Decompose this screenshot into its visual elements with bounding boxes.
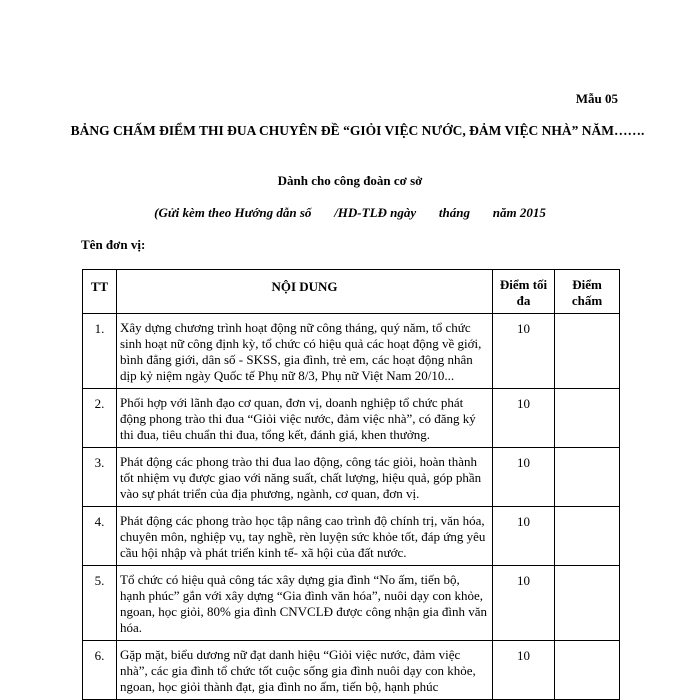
row-score-cell[interactable] bbox=[555, 314, 620, 389]
row-content: Phát động các phong trào học tập nâng cao trình độ chính trị, văn hóa, chuyên môn, nghiệp vụ, tay nghề, rèn luyện sức khỏe tốt, đáp ứng yêu cầu hội nhập và phát triển kinh tế- xã hội của đất nước. bbox=[117, 507, 493, 566]
header-score: Điểm chấm bbox=[555, 270, 620, 314]
row-score-cell[interactable] bbox=[555, 507, 620, 566]
table-row bbox=[83, 641, 620, 700]
header-max-score: Điểm tối đa bbox=[493, 270, 555, 314]
row-content: Phát động các phong trào thi đua lao động, công tác giỏi, hoàn thành tốt nhiệm vụ được giao với năng suất, chất lượng, hiệu quả, góp phần vào sự phát triển của địa phương, ngành, cơ quan, đơn vị. bbox=[117, 448, 493, 507]
attachment-note bbox=[0, 205, 700, 221]
scoring-table bbox=[82, 269, 620, 700]
document-title: BẢNG CHẤM ĐIỂM THI ĐUA CHUYÊN ĐỀ “GIỎI VIỆC NƯỚC, ĐẢM VIỆC NHÀ” NĂM……. bbox=[70, 123, 645, 138]
row-number: 6. bbox=[83, 641, 117, 700]
row-max-score: 10 bbox=[493, 448, 555, 507]
row-number: 4. bbox=[83, 507, 117, 566]
document-subtitle: Dành cho công đoàn cơ sở bbox=[277, 173, 423, 188]
table-header-row bbox=[83, 270, 620, 314]
row-max-score: 10 bbox=[493, 566, 555, 641]
note-part-4: năm 2015 bbox=[492, 205, 546, 220]
table-row bbox=[83, 448, 620, 507]
form-number: Mẫu 05 bbox=[575, 91, 618, 106]
row-content: Tổ chức có hiệu quả công tác xây dựng gia đình “No ấm, tiến bộ, hạnh phúc” gắn với xây dựng “Gia đình văn hóa”, nuôi dạy con khỏe, ngoan, học giỏi, 80% gia đình CNVCLĐ được công nhận gia đình văn hóa. bbox=[117, 566, 493, 641]
note-part-3: tháng bbox=[438, 205, 470, 220]
note-part-2: /HD-TLĐ ngày bbox=[334, 205, 417, 220]
row-score-cell[interactable] bbox=[555, 389, 620, 448]
row-score-cell[interactable] bbox=[555, 448, 620, 507]
row-max-score: 10 bbox=[493, 389, 555, 448]
row-content: Xây dựng chương trình hoạt động nữ công tháng, quý năm, tổ chức sinh hoạt nữ công định kỳ, tổ chức có hiệu quả các hoạt động về giới, bình đẳng giới, dân số - SKSS, gia đình, trẻ em, các hoạt động nhân dịp kỷ niệm ngày Quốc tế Phụ nữ 8/3, Phụ nữ Việt Nam 20/10... bbox=[117, 314, 493, 389]
table-row bbox=[83, 507, 620, 566]
header-content: NỘI DUNG bbox=[117, 270, 493, 314]
table-row bbox=[83, 314, 620, 389]
note-part-1: (Gửi kèm theo Hướng dẫn số bbox=[154, 205, 312, 220]
unit-name-label: Tên đơn vị: bbox=[81, 237, 146, 252]
row-number: 2. bbox=[83, 389, 117, 448]
row-content: Phối hợp với lãnh đạo cơ quan, đơn vị, doanh nghiệp tổ chức phát động phong trào thi đua “Giỏi việc nước, đảm việc nhà”, có đăng ký thi đua, tiêu chuẩn thi đua, tổng kết, đánh giá, khen thưởng. bbox=[117, 389, 493, 448]
table-row bbox=[83, 389, 620, 448]
row-score-cell[interactable] bbox=[555, 641, 620, 700]
row-max-score: 10 bbox=[493, 507, 555, 566]
row-max-score: 10 bbox=[493, 641, 555, 700]
row-number: 3. bbox=[83, 448, 117, 507]
row-max-score: 10 bbox=[493, 314, 555, 389]
row-content: Gặp mặt, biểu dương nữ đạt danh hiệu “Giỏi việc nước, đảm việc nhà”, các gia đình tổ chức tốt cuộc sống gia đình nuôi dạy con khỏe, ngoan, học giỏi thành đạt, gia đình no ấm, tiến bộ, hạnh phúc bbox=[117, 641, 493, 700]
row-number: 1. bbox=[83, 314, 117, 389]
header-tt: TT bbox=[83, 270, 117, 314]
table-row bbox=[83, 566, 620, 641]
row-number: 5. bbox=[83, 566, 117, 641]
row-score-cell[interactable] bbox=[555, 566, 620, 641]
